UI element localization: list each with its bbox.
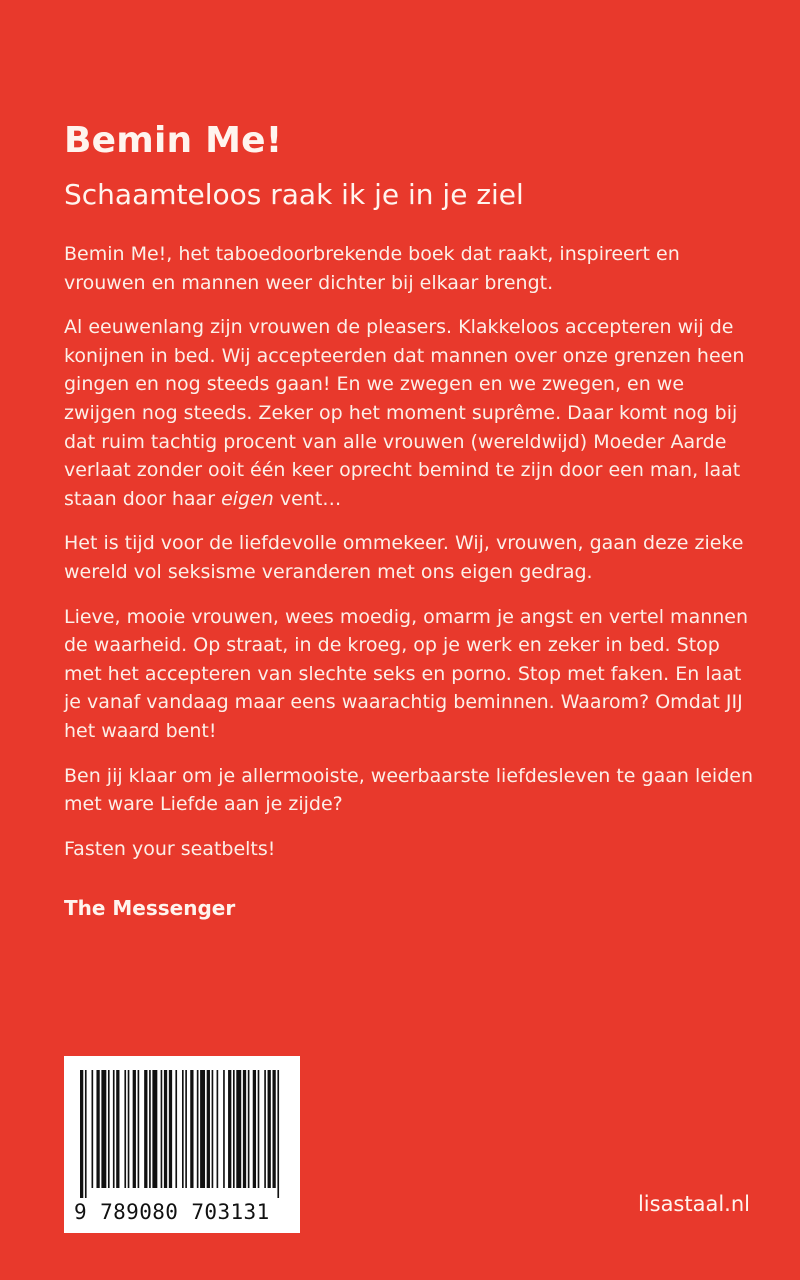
barcode-bar [108,1070,110,1188]
website-link[interactable]: lisastaal.nl [637,1192,750,1216]
blurb-text-segment: Al eeuwenlang zijn vrouwen de pleasers. Klakkeloos accepteren wij de konijnen in bed. Wij accepteerden dat mannen over onze grenzen heen gingen en nog steeds gaan! En we zwegen en we zwegen, en we zwijgen nog steeds. Zeker op het moment suprême. Daar komt nog bij dat ruim tachtig procent van alle vrouwen (wereldwijd) Moeder Aarde verlaat zonder ooit één keer oprecht bemind te zijn door een man, laat staan door haar [64,316,745,510]
barcode-bar [217,1070,219,1188]
barcode-bar [185,1070,187,1188]
barcode-bar [243,1070,246,1188]
blurb-paragraph: Bemin Me!, het taboedoorbrekende boek dat raakt, inspireert en vrouwen en mannen weer dichter bij elkaar brengt. [64,243,680,294]
barcode-bar [101,1070,106,1188]
blurb-emphasis: eigen [221,487,274,510]
barcode-bar [80,1070,83,1198]
book-title: Bemin Me! [64,120,283,161]
book-subtitle: Schaamteloos raak ik je in je ziel [64,178,524,211]
barcode-bar [113,1070,115,1188]
barcode-bar [272,1070,275,1188]
blurb-paragraph: Lieve, mooie vrouwen, wees moedig, omarm je angst en vertel mannen de waarheid. Op straat, in de kroeg, op je werk en zeker in bed. Stop met het accepteren van slechte seks en porno. Stop met faken. En laat je vanaf vandaag maar eens waarachtig beminnen. Waarom? Omdat JIJ het waard bent! [64,605,749,742]
barcode-bar [133,1070,136,1188]
blurb-text-segment: vent… [273,487,342,510]
barcode-bar [207,1070,210,1188]
signature: The Messenger [64,896,236,920]
barcode-bar [212,1070,214,1188]
barcode-bar [138,1070,140,1188]
barcode-bar [268,1070,271,1188]
barcode-bar [85,1070,87,1198]
barcode-bar [161,1070,163,1188]
barcode-bar [149,1070,151,1188]
barcode-bar [96,1070,99,1188]
barcode-bar [175,1070,177,1188]
barcode-bar [253,1070,256,1188]
barcode-bar [264,1070,266,1188]
barcode-bar [116,1070,119,1188]
barcode-bar [128,1070,130,1188]
isbn-number: 9 789080 703131 [74,1200,270,1224]
blurb-paragraph [64,313,754,513]
barcode-bar [236,1070,241,1188]
barcode-bar [197,1070,199,1188]
blurb-paragraph: Ben jij klaar om je allermooiste, weerbaarste liefdesleven te gaan leiden met ware Liefde aan je zijde? [64,764,753,816]
barcode-bar [152,1070,157,1188]
barcode-bar [258,1070,260,1188]
barcode-bar [92,1070,94,1188]
barcode-bar [124,1070,126,1188]
blurb-text [64,240,754,879]
barcode-bar [144,1070,147,1188]
blurb-paragraph: Fasten your seatbelts! [64,837,276,860]
barcode-bar [200,1070,205,1188]
barcode-bar [182,1070,184,1188]
barcode-bar [248,1070,250,1188]
barcode-bar [164,1070,167,1188]
barcode-bar [277,1070,279,1198]
blurb-paragraph: Het is tijd voor de liefdevolle ommekeer. Wij, vrouwen, gaan deze zieke wereld vol seksisme veranderen met ons eigen gedrag. [64,532,744,583]
barcode-bar [190,1070,193,1188]
barcode-bar [228,1070,231,1188]
barcode-bars-icon [80,1070,284,1198]
barcode-bar [233,1070,235,1188]
barcode-bar [169,1070,172,1188]
isbn-barcode [64,1056,300,1233]
barcode-bar [223,1070,225,1188]
